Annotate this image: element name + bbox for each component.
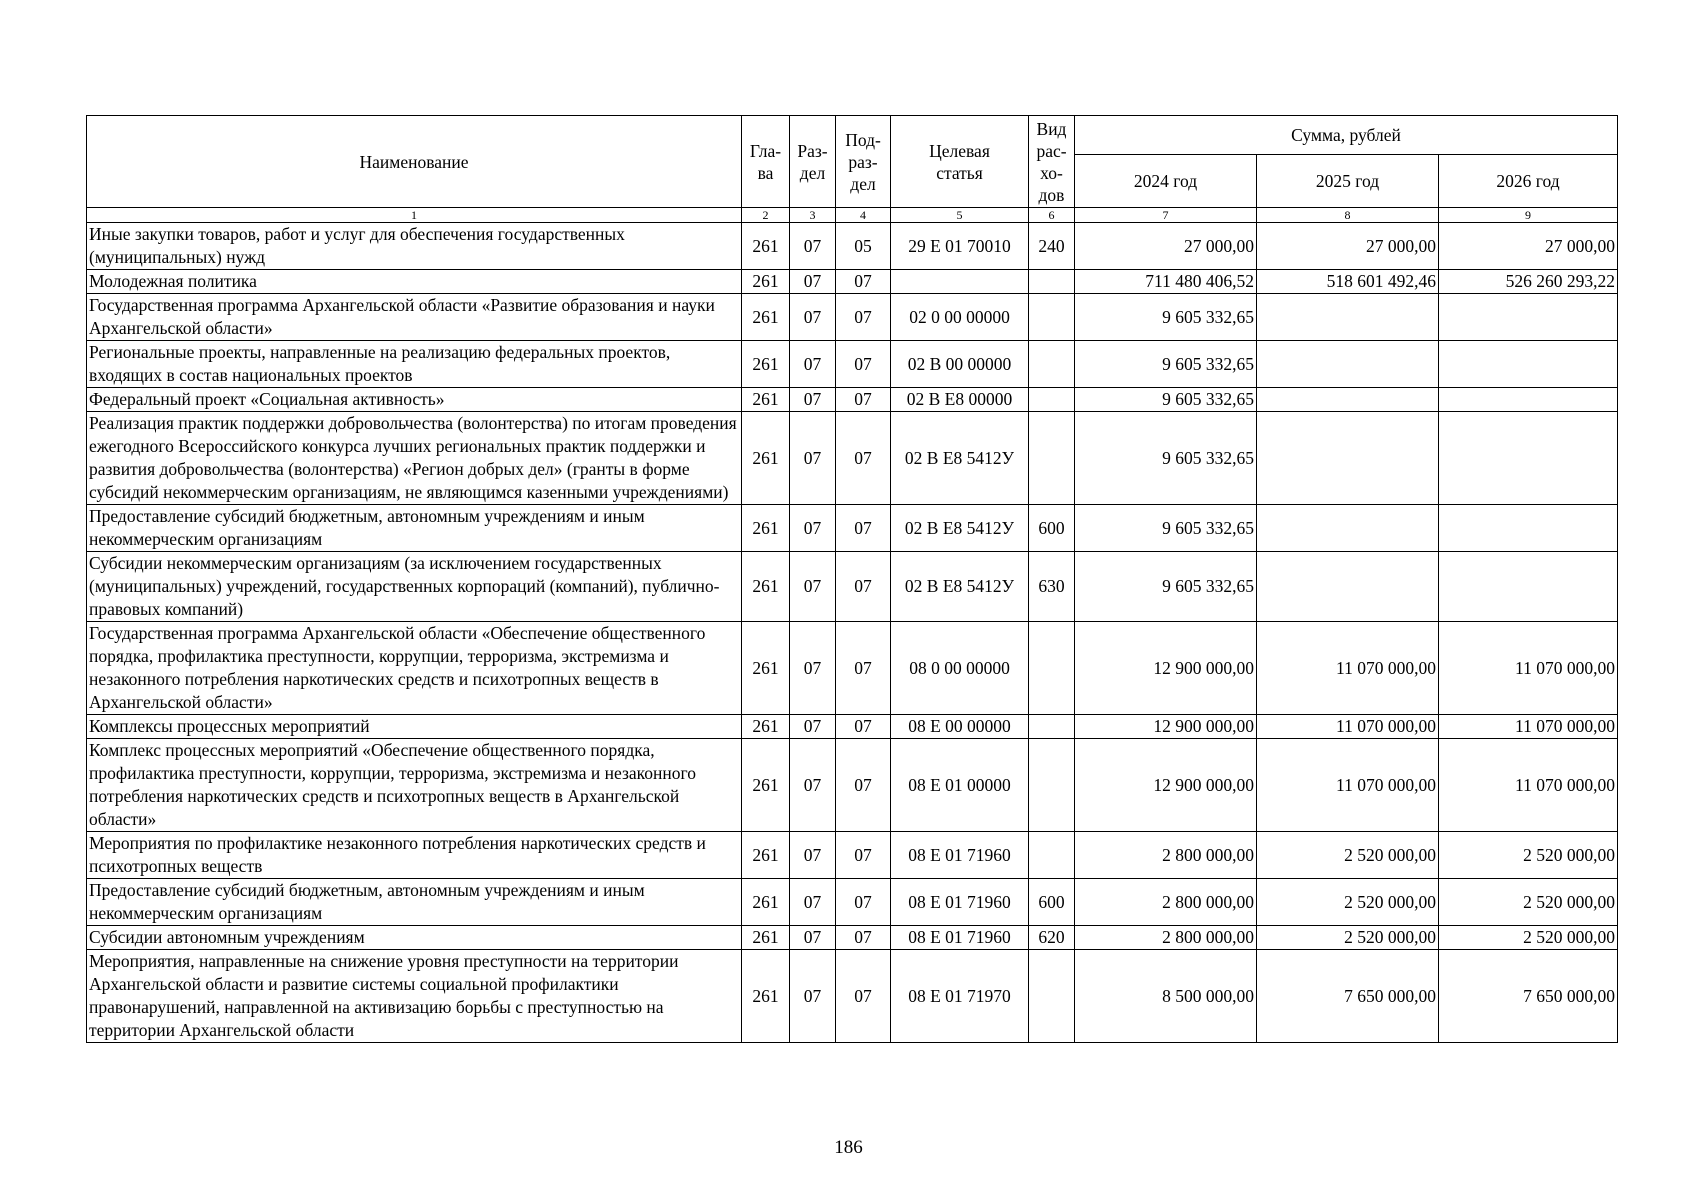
row-target: 08 Е 01 71960 bbox=[891, 879, 1029, 926]
row-sum-2026 bbox=[1439, 294, 1618, 341]
row-razdel: 07 bbox=[790, 552, 836, 622]
row-name: Субсидии автономным учреждениям bbox=[87, 926, 742, 950]
row-name: Комплекс процессных мероприятий «Обеспечение общественного порядка, профилактика преступности, коррупции, терроризма, экстремизма и незаконного потребления наркотических средств и психотропных веществ в Архангельской области» bbox=[87, 739, 742, 832]
row-sum-2026: 11 070 000,00 bbox=[1439, 715, 1618, 739]
row-sum-2025: 7 650 000,00 bbox=[1257, 950, 1439, 1043]
row-podrazdel: 07 bbox=[836, 715, 891, 739]
row-target: 02 В Е8 5412У bbox=[891, 505, 1029, 552]
table-row bbox=[87, 294, 1618, 341]
row-target: 02 0 00 00000 bbox=[891, 294, 1029, 341]
row-podrazdel: 07 bbox=[836, 622, 891, 715]
row-razdel: 07 bbox=[790, 388, 836, 412]
row-podrazdel: 07 bbox=[836, 879, 891, 926]
row-sum-2024: 12 900 000,00 bbox=[1075, 715, 1257, 739]
row-name: Региональные проекты, направленные на реализацию федеральных проектов, входящих в состав национальных проектов bbox=[87, 341, 742, 388]
row-sum-2025 bbox=[1257, 505, 1439, 552]
table-row bbox=[87, 622, 1618, 715]
row-glava: 261 bbox=[742, 412, 790, 505]
column-number: 7 bbox=[1075, 208, 1257, 223]
row-sum-2025 bbox=[1257, 294, 1439, 341]
row-sum-2024: 2 800 000,00 bbox=[1075, 879, 1257, 926]
row-sum-2025: 518 601 492,46 bbox=[1257, 270, 1439, 294]
row-name: Мероприятия по профилактике незаконного потребления наркотических средств и психотропных веществ bbox=[87, 832, 742, 879]
row-sum-2024: 2 800 000,00 bbox=[1075, 832, 1257, 879]
row-sum-2025: 11 070 000,00 bbox=[1257, 739, 1439, 832]
row-glava: 261 bbox=[742, 926, 790, 950]
row-target: 08 Е 01 71970 bbox=[891, 950, 1029, 1043]
row-sum-2024: 9 605 332,65 bbox=[1075, 388, 1257, 412]
row-vid bbox=[1029, 341, 1075, 388]
table-row bbox=[87, 341, 1618, 388]
row-podrazdel: 07 bbox=[836, 270, 891, 294]
row-name: Предоставление субсидий бюджетным, автономным учреждениям и иным некоммерческим организациям bbox=[87, 879, 742, 926]
row-sum-2026 bbox=[1439, 552, 1618, 622]
row-sum-2026: 11 070 000,00 bbox=[1439, 739, 1618, 832]
row-sum-2026 bbox=[1439, 505, 1618, 552]
column-number: 3 bbox=[790, 208, 836, 223]
row-glava: 261 bbox=[742, 832, 790, 879]
row-name: Государственная программа Архангельской области «Обеспечение общественного порядка, профилактика преступности, коррупции, терроризма, экстремизма и незаконного потребления наркотических средств и психотропных веществ в Архангельской области» bbox=[87, 622, 742, 715]
row-sum-2024: 8 500 000,00 bbox=[1075, 950, 1257, 1043]
row-glava: 261 bbox=[742, 223, 790, 270]
row-razdel: 07 bbox=[790, 341, 836, 388]
header-name: Наименование bbox=[87, 116, 742, 208]
row-target: 08 Е 01 71960 bbox=[891, 832, 1029, 879]
row-sum-2024: 9 605 332,65 bbox=[1075, 412, 1257, 505]
row-glava: 261 bbox=[742, 294, 790, 341]
table-row bbox=[87, 388, 1618, 412]
row-sum-2025 bbox=[1257, 341, 1439, 388]
row-target: 02 В 00 00000 bbox=[891, 341, 1029, 388]
row-name: Предоставление субсидий бюджетным, автономным учреждениям и иным некоммерческим организациям bbox=[87, 505, 742, 552]
row-target bbox=[891, 270, 1029, 294]
row-sum-2024: 9 605 332,65 bbox=[1075, 505, 1257, 552]
table-row bbox=[87, 715, 1618, 739]
row-glava: 261 bbox=[742, 879, 790, 926]
row-vid bbox=[1029, 294, 1075, 341]
row-sum-2024: 12 900 000,00 bbox=[1075, 622, 1257, 715]
row-target: 02 В Е8 5412У bbox=[891, 552, 1029, 622]
column-number: 6 bbox=[1029, 208, 1075, 223]
row-sum-2026: 27 000,00 bbox=[1439, 223, 1618, 270]
table-row bbox=[87, 739, 1618, 832]
row-podrazdel: 07 bbox=[836, 926, 891, 950]
column-number: 9 bbox=[1439, 208, 1618, 223]
row-target: 02 В Е8 00000 bbox=[891, 388, 1029, 412]
row-sum-2025: 11 070 000,00 bbox=[1257, 622, 1439, 715]
row-sum-2025: 2 520 000,00 bbox=[1257, 832, 1439, 879]
row-podrazdel: 07 bbox=[836, 950, 891, 1043]
row-vid bbox=[1029, 270, 1075, 294]
row-sum-2026: 2 520 000,00 bbox=[1439, 926, 1618, 950]
row-glava: 261 bbox=[742, 739, 790, 832]
row-sum-2026 bbox=[1439, 412, 1618, 505]
table-row bbox=[87, 412, 1618, 505]
row-target: 08 Е 01 00000 bbox=[891, 739, 1029, 832]
row-sum-2025: 11 070 000,00 bbox=[1257, 715, 1439, 739]
row-vid: 620 bbox=[1029, 926, 1075, 950]
row-sum-2024: 12 900 000,00 bbox=[1075, 739, 1257, 832]
page-number: 186 bbox=[834, 1137, 863, 1158]
row-razdel: 07 bbox=[790, 505, 836, 552]
row-glava: 261 bbox=[742, 505, 790, 552]
row-name: Молодежная политика bbox=[87, 270, 742, 294]
row-vid bbox=[1029, 832, 1075, 879]
row-sum-2024: 9 605 332,65 bbox=[1075, 294, 1257, 341]
row-vid bbox=[1029, 412, 1075, 505]
row-sum-2024: 27 000,00 bbox=[1075, 223, 1257, 270]
row-name: Реализация практик поддержки добровольчества (волонтерства) по итогам проведения ежегодного Всероссийского конкурса лучших региональных практик поддержки и развития добровольчества (волонтерства) «Регион добрых дел» (гранты в форме субсидий некоммерческим организациям, не являющимся казенными учреждениями) bbox=[87, 412, 742, 505]
header-razdel: Раз- дел bbox=[790, 116, 836, 208]
column-numbers-row bbox=[87, 208, 1618, 223]
row-sum-2026: 11 070 000,00 bbox=[1439, 622, 1618, 715]
row-podrazdel: 07 bbox=[836, 505, 891, 552]
row-vid: 630 bbox=[1029, 552, 1075, 622]
row-sum-2026 bbox=[1439, 341, 1618, 388]
table-row bbox=[87, 223, 1618, 270]
row-sum-2024: 2 800 000,00 bbox=[1075, 926, 1257, 950]
header-sum: Сумма, рублей bbox=[1075, 116, 1618, 155]
column-number: 1 bbox=[87, 208, 742, 223]
row-glava: 261 bbox=[742, 270, 790, 294]
budget-table bbox=[86, 115, 1618, 1043]
header-podrazdel: Под- раз- дел bbox=[836, 116, 891, 208]
row-vid bbox=[1029, 950, 1075, 1043]
row-sum-2025: 2 520 000,00 bbox=[1257, 926, 1439, 950]
row-podrazdel: 07 bbox=[836, 832, 891, 879]
row-sum-2024: 9 605 332,65 bbox=[1075, 552, 1257, 622]
row-vid: 600 bbox=[1029, 879, 1075, 926]
row-sum-2026: 526 260 293,22 bbox=[1439, 270, 1618, 294]
row-razdel: 07 bbox=[790, 715, 836, 739]
table-row bbox=[87, 926, 1618, 950]
row-name: Федеральный проект «Социальная активность» bbox=[87, 388, 742, 412]
row-sum-2025 bbox=[1257, 552, 1439, 622]
row-sum-2025: 2 520 000,00 bbox=[1257, 879, 1439, 926]
row-glava: 261 bbox=[742, 950, 790, 1043]
row-podrazdel: 05 bbox=[836, 223, 891, 270]
column-number: 8 bbox=[1257, 208, 1439, 223]
row-target: 08 Е 00 00000 bbox=[891, 715, 1029, 739]
row-name: Иные закупки товаров, работ и услуг для обеспечения государственных (муниципальных) нужд bbox=[87, 223, 742, 270]
row-podrazdel: 07 bbox=[836, 294, 891, 341]
row-sum-2024: 9 605 332,65 bbox=[1075, 341, 1257, 388]
row-sum-2025 bbox=[1257, 412, 1439, 505]
row-sum-2026: 2 520 000,00 bbox=[1439, 832, 1618, 879]
row-sum-2026: 7 650 000,00 bbox=[1439, 950, 1618, 1043]
row-sum-2025: 27 000,00 bbox=[1257, 223, 1439, 270]
row-razdel: 07 bbox=[790, 832, 836, 879]
row-razdel: 07 bbox=[790, 879, 836, 926]
row-podrazdel: 07 bbox=[836, 552, 891, 622]
header-glava: Гла- ва bbox=[742, 116, 790, 208]
row-glava: 261 bbox=[742, 622, 790, 715]
header-year-2026: 2026 год bbox=[1439, 155, 1618, 208]
row-target: 29 Е 01 70010 bbox=[891, 223, 1029, 270]
row-podrazdel: 07 bbox=[836, 341, 891, 388]
table-row bbox=[87, 950, 1618, 1043]
row-podrazdel: 07 bbox=[836, 388, 891, 412]
table-row bbox=[87, 270, 1618, 294]
row-glava: 261 bbox=[742, 388, 790, 412]
row-vid bbox=[1029, 715, 1075, 739]
table-row bbox=[87, 832, 1618, 879]
row-sum-2026: 2 520 000,00 bbox=[1439, 879, 1618, 926]
row-name: Мероприятия, направленные на снижение уровня преступности на территории Архангельской области и развитие системы социальной профилактики правонарушений, направленной на активизацию борьбы с преступностью на территории Архангельской области bbox=[87, 950, 742, 1043]
row-razdel: 07 bbox=[790, 223, 836, 270]
row-sum-2024: 711 480 406,52 bbox=[1075, 270, 1257, 294]
row-glava: 261 bbox=[742, 715, 790, 739]
row-name: Государственная программа Архангельской области «Развитие образования и науки Архангельской области» bbox=[87, 294, 742, 341]
budget-table-body bbox=[87, 223, 1618, 1043]
row-podrazdel: 07 bbox=[836, 412, 891, 505]
header-year-2024: 2024 год bbox=[1075, 155, 1257, 208]
row-glava: 261 bbox=[742, 552, 790, 622]
table-row bbox=[87, 879, 1618, 926]
header-vid: Вид рас- хо- дов bbox=[1029, 116, 1075, 208]
row-razdel: 07 bbox=[790, 270, 836, 294]
row-vid: 600 bbox=[1029, 505, 1075, 552]
table-row bbox=[87, 552, 1618, 622]
row-razdel: 07 bbox=[790, 926, 836, 950]
row-vid: 240 bbox=[1029, 223, 1075, 270]
row-vid bbox=[1029, 388, 1075, 412]
header-target: Целевая статья bbox=[891, 116, 1029, 208]
row-razdel: 07 bbox=[790, 739, 836, 832]
row-vid bbox=[1029, 739, 1075, 832]
row-vid bbox=[1029, 622, 1075, 715]
table-row bbox=[87, 505, 1618, 552]
row-target: 08 0 00 00000 bbox=[891, 622, 1029, 715]
row-razdel: 07 bbox=[790, 412, 836, 505]
row-razdel: 07 bbox=[790, 950, 836, 1043]
row-target: 02 В Е8 5412У bbox=[891, 412, 1029, 505]
row-name: Комплексы процессных мероприятий bbox=[87, 715, 742, 739]
row-razdel: 07 bbox=[790, 294, 836, 341]
row-name: Субсидии некоммерческим организациям (за исключением государственных (муниципальных) учреждений, государственных корпораций (компаний), публично-правовых компаний) bbox=[87, 552, 742, 622]
row-target: 08 Е 01 71960 bbox=[891, 926, 1029, 950]
column-number: 2 bbox=[742, 208, 790, 223]
column-number: 5 bbox=[891, 208, 1029, 223]
row-glava: 261 bbox=[742, 341, 790, 388]
header-year-2025: 2025 год bbox=[1257, 155, 1439, 208]
row-podrazdel: 07 bbox=[836, 739, 891, 832]
row-sum-2026 bbox=[1439, 388, 1618, 412]
row-sum-2025 bbox=[1257, 388, 1439, 412]
column-number: 4 bbox=[836, 208, 891, 223]
row-razdel: 07 bbox=[790, 622, 836, 715]
